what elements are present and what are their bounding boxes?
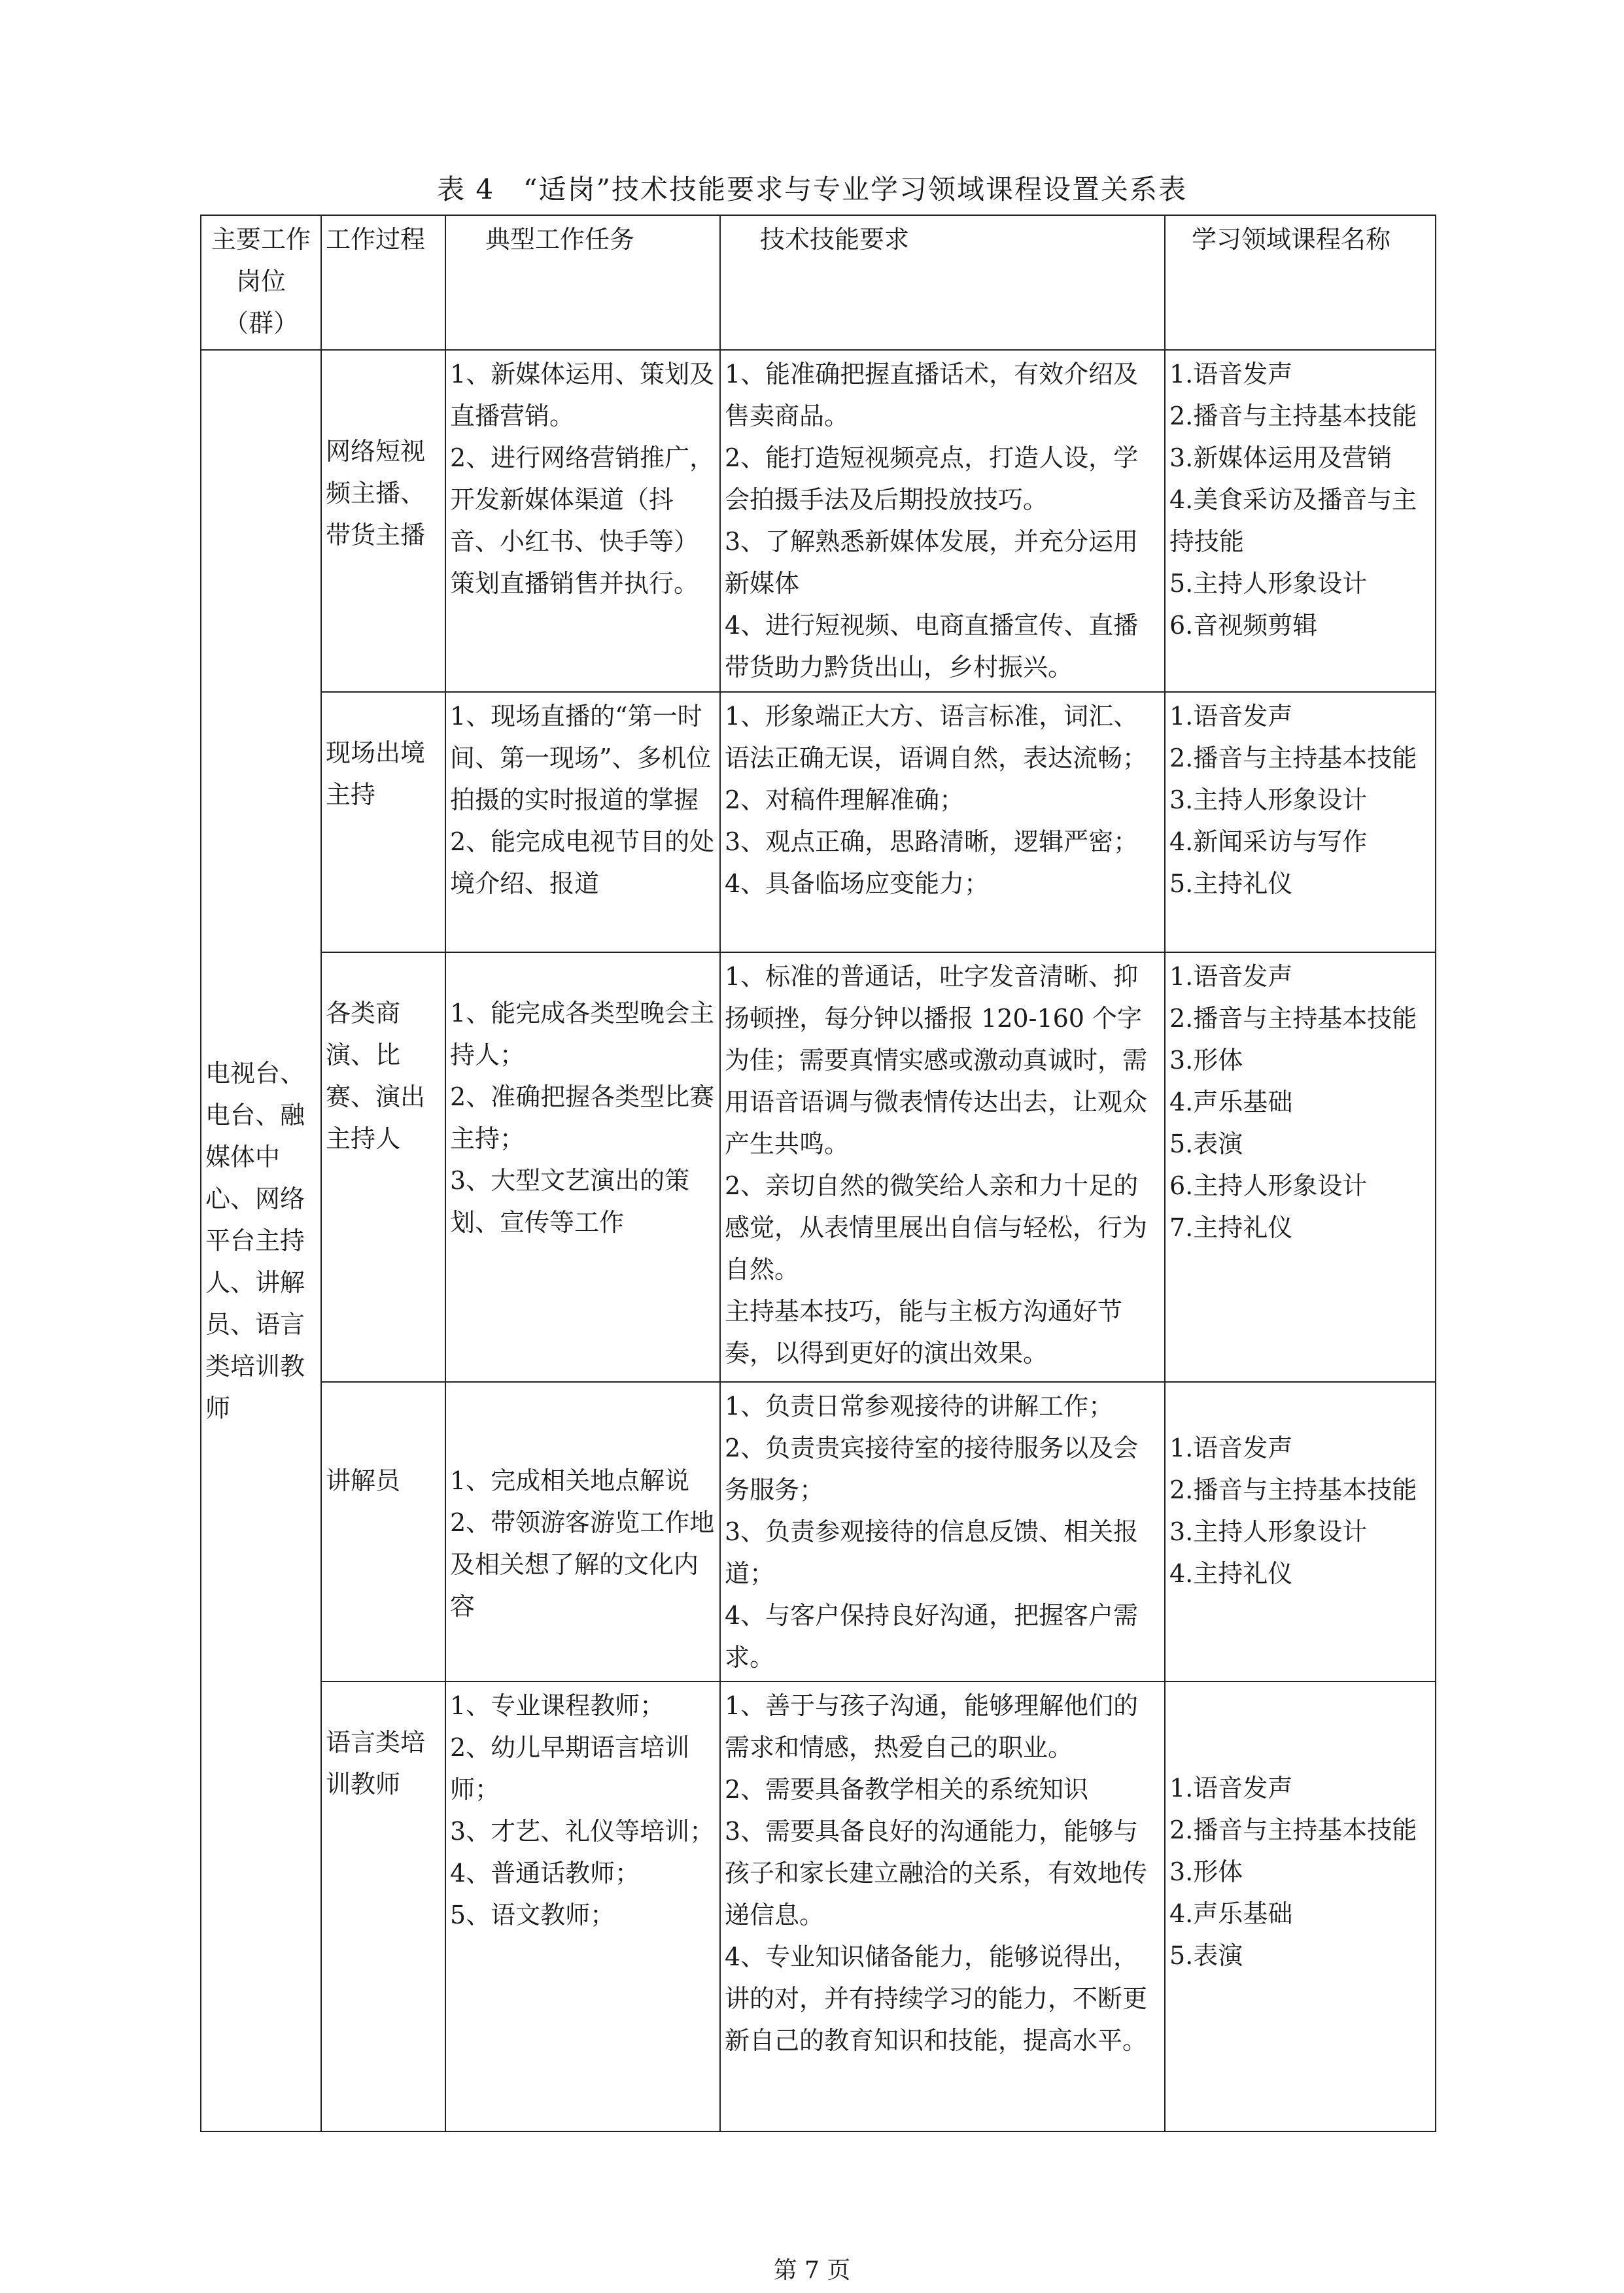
course-item: 2.播音与主持基本技能 [1169, 1475, 1417, 1504]
task-item: 2、能完成电视节目的处境介绍、报道 [450, 827, 715, 898]
task-item: 4、普通话教师； [450, 1859, 640, 1888]
post-cell: 电视台、电台、融媒体中心、网络平台主持人、讲解员、语言类培训教师 [201, 350, 321, 2131]
courses-cell [1165, 1382, 1436, 1681]
course-item: 6.音视频剪辑 [1169, 611, 1318, 640]
course-item: 5.主持人形象设计 [1169, 569, 1368, 598]
header-tasks: 典型工作任务 [445, 215, 720, 350]
skill-item: 4、具备临场应变能力； [725, 869, 990, 898]
course-item: 1.语音发声 [1169, 360, 1293, 388]
courses-cell [1165, 350, 1436, 692]
tasks-cell [445, 692, 720, 952]
tasks-cell [445, 1382, 720, 1681]
course-item: 3.形体 [1169, 1046, 1243, 1075]
table-row [201, 692, 1436, 952]
courses-cell [1165, 1681, 1436, 2131]
page-number: 第 7 页 [773, 2257, 851, 2284]
skill-item: 主持基本技巧，能与主板方沟通好节奏，以得到更好的演出效果。 [725, 1297, 1123, 1368]
course-item: 6.主持人形象设计 [1169, 1171, 1368, 1200]
courses-cell [1165, 692, 1436, 952]
task-item: 3、大型文艺演出的策划、宣传等工作 [450, 1166, 690, 1237]
table-row [201, 350, 1436, 692]
skill-item: 3、需要具备良好的沟通能力，能够与孩子和家长建立融洽的关系，有效地传递信息。 [725, 1817, 1148, 1929]
course-item: 3.形体 [1169, 1857, 1243, 1886]
table-row [201, 1681, 1436, 2131]
task-item: 2、进行网络营销推广，开发新媒体渠道（抖音、小红书、快手等）策划直播销售并执行。 [450, 443, 715, 598]
task-item: 3、才艺、礼仪等培训； [450, 1817, 715, 1846]
skill-item: 1、能准确把握直播话术，有效介绍及售卖商品。 [725, 360, 1139, 430]
course-relation-table [200, 215, 1436, 2132]
task-item: 1、完成相关地点解说 [450, 1466, 690, 1495]
course-item: 3.主持人形象设计 [1169, 785, 1368, 814]
skills-cell [720, 952, 1165, 1382]
process-cell: 各类商演、比赛、演出主持人 [321, 952, 445, 1382]
course-item: 2.播音与主持基本技能 [1169, 1004, 1417, 1033]
course-item: 1.语音发声 [1169, 1774, 1293, 1802]
skill-item: 1、标准的普通话，吐字发音清晰、抑扬顿挫，每分钟以播报 120-160 个字为佳；需要真情实感或激动真诚时，需用语音语调与微表情传达出去，让观众产生共鸣。 [725, 962, 1148, 1158]
header-process: 工作过程 [321, 215, 445, 350]
skill-item: 4、进行短视频、电商直播宣传、直播带货助力黔货出山，乡村振兴。 [725, 611, 1139, 681]
skill-item: 1、负责日常参观接待的讲解工作； [725, 1392, 1114, 1421]
tasks-cell [445, 350, 720, 692]
task-item: 2、带领游客游览工作地及相关想了解的文化内容 [450, 1508, 715, 1621]
course-item: 1.语音发声 [1169, 962, 1293, 991]
course-item: 2.播音与主持基本技能 [1169, 402, 1417, 430]
skill-item: 2、对稿件理解准确； [725, 785, 965, 814]
header-post: 主要工作岗位（群） [201, 215, 321, 350]
course-item: 5.表演 [1169, 1941, 1243, 1970]
course-item: 4.声乐基础 [1169, 1088, 1293, 1116]
skill-item: 4、与客户保持良好沟通，把握客户需求。 [725, 1601, 1139, 1672]
task-item: 2、幼儿早期语言培训师； [450, 1733, 690, 1804]
header-row [201, 215, 1436, 350]
header-courses: 学习领域课程名称 [1165, 215, 1436, 350]
skill-item: 1、善于与孩子沟通，能够理解他们的需求和情感，热爱自己的职业。 [725, 1691, 1139, 1762]
skills-cell [720, 1382, 1165, 1681]
tasks-cell [445, 952, 720, 1382]
skill-item: 2、需要具备教学相关的系统知识 [725, 1775, 1089, 1804]
skill-item: 3、了解熟悉新媒体发展，并充分运用新媒体 [725, 527, 1139, 598]
course-item: 2.播音与主持基本技能 [1169, 1816, 1417, 1844]
table-row [201, 1382, 1436, 1681]
skill-item: 4、专业知识储备能力，能够说得出，讲的对，并有持续学习的能力，不断更新自己的教育知识和技能，提高水平。 [725, 1942, 1148, 2055]
course-item: 4.新闻采访与写作 [1169, 827, 1368, 856]
process-cell: 讲解员 [321, 1382, 445, 1681]
process-cell: 网络短视频主播、带货主播 [321, 350, 445, 692]
tasks-cell [445, 1681, 720, 2131]
skills-cell [720, 1681, 1165, 2131]
process-cell: 语言类培训教师 [321, 1681, 445, 2131]
course-item: 3.新媒体运用及营销 [1169, 443, 1392, 472]
skill-item: 2、能打造短视频亮点，打造人设，学会拍摄手法及后期投放技巧。 [725, 443, 1139, 514]
course-item: 2.播音与主持基本技能 [1169, 744, 1417, 772]
course-item: 1.语音发声 [1169, 1434, 1293, 1462]
table-title: 表 4 “适岗”技术技能要求与专业学习领域课程设置关系表 [436, 173, 1188, 205]
task-item: 2、准确把握各类型比赛主持； [450, 1082, 715, 1153]
course-item: 1.语音发声 [1169, 702, 1293, 731]
skill-item: 2、亲切自然的微笑给人亲和力十足的感觉，从表情里展出自信与轻松，行为自然。 [725, 1171, 1148, 1284]
course-item: 4.美食采访及播音与主持技能 [1169, 485, 1417, 556]
task-item: 1、专业课程教师； [450, 1691, 665, 1720]
skills-cell [720, 692, 1165, 952]
course-item: 5.表演 [1169, 1129, 1243, 1158]
task-item: 1、新媒体运用、策划及直播营销。 [450, 360, 715, 430]
skill-item: 2、负责贵宾接待室的接待服务以及会务服务； [725, 1434, 1139, 1504]
task-item: 1、现场直播的“第一时间、第一现场”、多机位拍摄的实时报道的掌握 [450, 702, 712, 814]
course-item: 3.主持人形象设计 [1169, 1517, 1368, 1546]
skill-item: 3、负责参观接待的信息反馈、相关报道； [725, 1517, 1139, 1588]
header-skills: 技术技能要求 [720, 215, 1165, 350]
task-item: 1、能完成各类型晚会主持人； [450, 999, 715, 1069]
courses-cell [1165, 952, 1436, 1382]
course-item: 4.主持礼仪 [1169, 1559, 1293, 1588]
process-cell: 现场出境主持 [321, 692, 445, 952]
course-item: 5.主持礼仪 [1169, 869, 1293, 898]
course-item: 7.主持礼仪 [1169, 1213, 1293, 1242]
skill-item: 1、形象端正大方、语言标准，词汇、语法正确无误，语调自然，表达流畅； [725, 702, 1148, 772]
course-item: 4.声乐基础 [1169, 1899, 1293, 1928]
task-item: 5、语文教师； [450, 1901, 615, 1929]
skill-item: 3、观点正确，思路清晰，逻辑严密； [725, 827, 1139, 856]
skills-cell [720, 350, 1165, 692]
table-row [201, 952, 1436, 1382]
